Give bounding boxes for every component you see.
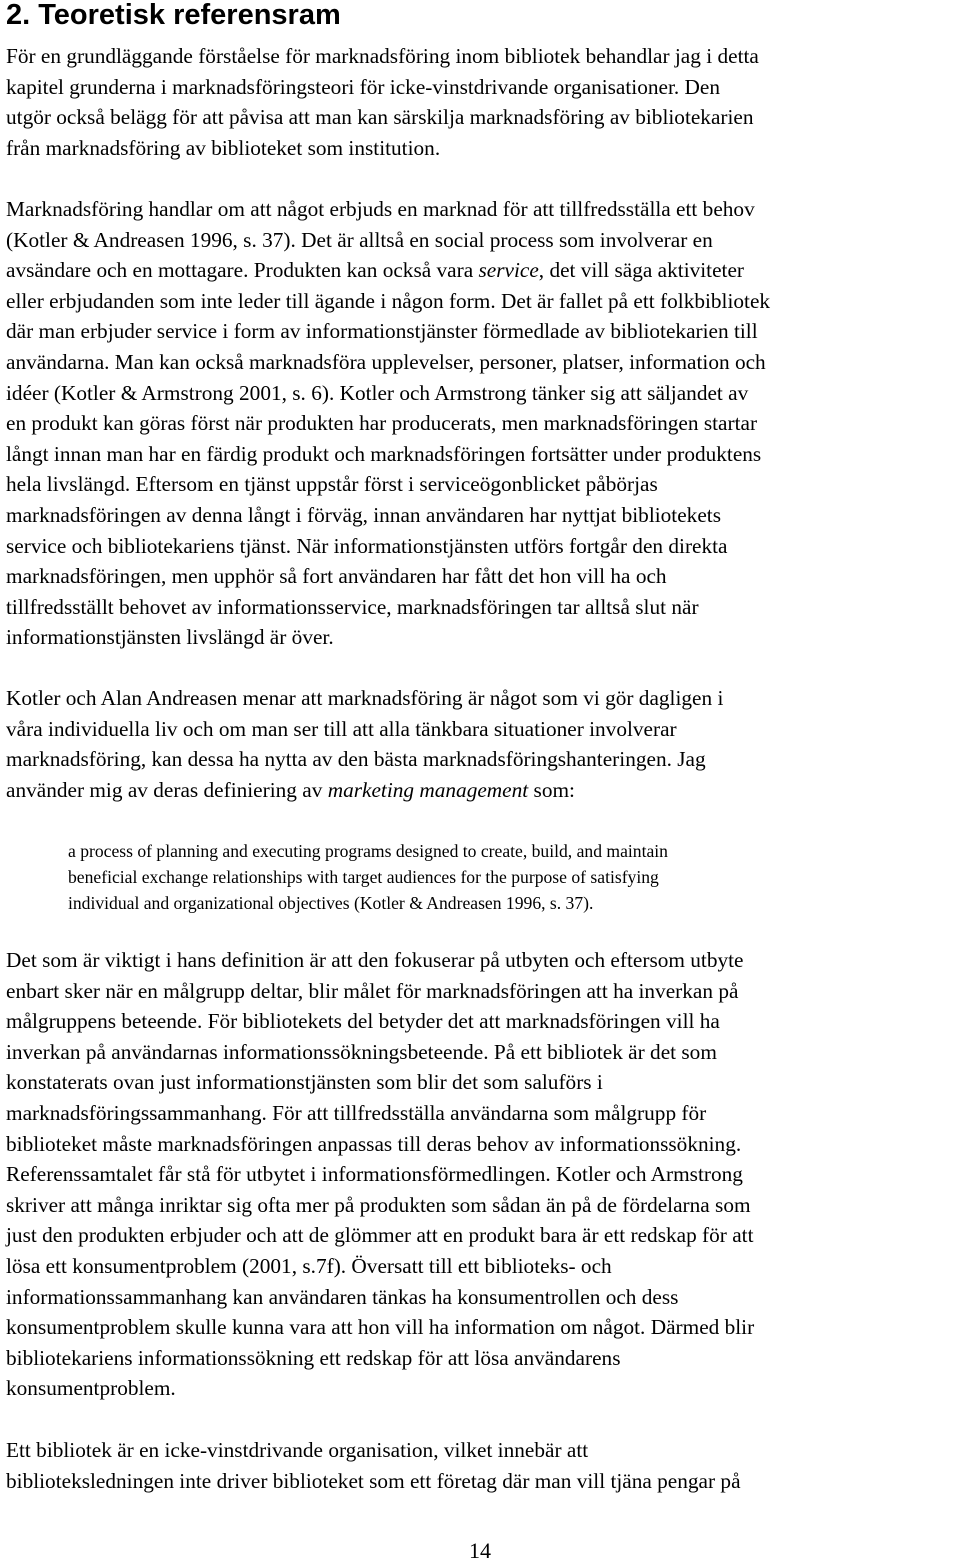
text-line: konstaterats ovan just informationstjänsten som blir det som saluförs i: [6, 1070, 603, 1095]
paragraph-2: [6, 194, 958, 653]
emphasis: marketing management: [327, 777, 529, 802]
text-line: informationstjänsten livslängd är över.: [6, 625, 334, 650]
text-line: lösa ett konsumentproblem (2001, s.7f). Översatt till ett biblioteks- och: [6, 1253, 612, 1278]
text-line: bibliotekariens informationssökning ett redskap för att lösa användarens: [6, 1345, 621, 1370]
text-line: a process of planning and executing programs designed to create, build, and maintain: [68, 841, 668, 861]
text-line: en produkt kan göras först när produkten har producerats, men marknadsföringen startar: [6, 411, 758, 436]
paragraph-5: [6, 1435, 958, 1496]
text-line: biblioteket måste marknadsföringen anpassas till deras behov av informationssökning.: [6, 1131, 742, 1156]
text-line: Det som är viktigt i hans definition är att den fokuserar på utbyten och eftersom utbyte: [6, 948, 744, 972]
text-line: Ett bibliotek är en icke-vinstdrivande organisation, vilket innebär att: [6, 1438, 589, 1462]
text-line: Kotler och Alan Andreasen menar att marknadsföring är något som vi gör dagligen i: [6, 686, 724, 710]
text-line: eller erbjudanden som inte leder till ägande i någon form. Det är fallet på ett folkbibliotek: [6, 288, 771, 313]
text-line: konsumentproblem skulle kunna vara att hon vill ha information om något. Därmed blir: [6, 1315, 755, 1340]
text-line: kapitel grunderna i marknadsföringsteori för icke-vinstdrivande organisationer. Den: [6, 74, 721, 99]
text-line: utgör också belägg för att påvisa att man kan särskilja marknadsföring av bibliotekarien: [6, 105, 754, 130]
text-line: använder mig av deras definiering av marketing management som:: [6, 777, 575, 802]
text-line: Marknadsföring handlar om att något erbjuds en marknad för att tillfredsställa ett behov: [6, 197, 755, 221]
text-line: konsumentproblem.: [6, 1376, 176, 1401]
text-line: enbart sker när en målgrupp deltar, blir målet för marknadsföringen att ha inverkan på: [6, 978, 739, 1003]
text-line: (Kotler & Andreasen 1996, s. 37). Det är alltså en social process som involverar en: [6, 227, 713, 252]
text-line: våra individuella liv och om man ser till att alla tänkbara situationer involverar: [6, 716, 677, 741]
text-line: från marknadsföring av biblioteket som institution.: [6, 135, 441, 160]
text-line: just den produkten erbjuder och att de glömmer att en produkt bara är ett redskap för att: [6, 1223, 754, 1248]
text-line: marknadsföringssammanhang. För att tillfredsställa användarna som målgrupp för: [6, 1100, 707, 1125]
emphasis: service: [478, 258, 539, 283]
paragraph-1: [6, 41, 958, 163]
text-line: användarna. Man kan också marknadsföra upplevelser, personer, platser, information och: [6, 349, 766, 374]
section-heading: 2. Teoretisk referensram: [6, 0, 341, 31]
paragraph-4: [6, 945, 958, 1404]
text-line: marknadsföring, kan dessa ha nytta av den bästa marknadsföringshanteringen. Jag: [6, 747, 706, 772]
text-line: skriver att många inriktar sig ofta mer på produkten som sådan än på de fördelarna som: [6, 1192, 751, 1217]
text-line: biblioteksledningen inte driver biblioteket som ett företag där man vill tjäna pengar på: [6, 1468, 741, 1493]
text-line: tillfredsställt behovet av informationsservice, marknadsföringen tar alltså slut när: [6, 594, 699, 619]
page-number: 14: [469, 1538, 491, 1563]
text-line: hela livslängd. Eftersom en tjänst uppstår först i serviceögonblicket påbörjas: [6, 472, 658, 497]
text-line: målgruppens beteende. För bibliotekets del betyder det att marknadsföringen vill ha: [6, 1009, 720, 1034]
text-line: inverkan på användarnas informationssökningsbeteende. På ett bibliotek är det som: [6, 1039, 717, 1064]
text-line: För en grundläggande förståelse för marknadsföring inom bibliotek behandlar jag i detta: [6, 44, 759, 68]
block-quote: [68, 838, 928, 916]
paragraph-3: [6, 683, 958, 805]
text-line: marknadsföringen av denna långt i förväg, innan användaren har nyttjat bibliotekets: [6, 502, 721, 527]
text-line: informationssammanhang kan användaren tänkas ha konsumentrollen och dess: [6, 1284, 679, 1309]
text-line: service och bibliotekariens tjänst. När informationstjänsten utförs fortgår den direkta: [6, 533, 728, 558]
text-line: marknadsföringen, men upphör så fort användaren har fått det hon vill ha och: [6, 564, 667, 589]
text-line: avsändare och en mottagare. Produkten kan också vara service, det vill säga aktiviteter: [6, 258, 745, 283]
text-line: långt innan man har en färdig produkt och marknadsföringen fortsätter under produktens: [6, 441, 762, 466]
text-line: beneficial exchange relationships with target audiences for the purpose of satisfying: [68, 867, 659, 887]
text-line: Referenssamtalet får stå för utbytet i informationsförmedlingen. Kotler och Armstrong: [6, 1162, 743, 1187]
text-line: individual and organizational objectives (Kotler & Andreasen 1996, s. 37).: [68, 893, 594, 913]
text-line: där man erbjuder service i form av informationstjänster förmedlade av bibliotekarien till: [6, 319, 758, 344]
text-line: idéer (Kotler & Armstrong 2001, s. 6). Kotler och Armstrong tänker sig att säljandet av: [6, 380, 749, 405]
